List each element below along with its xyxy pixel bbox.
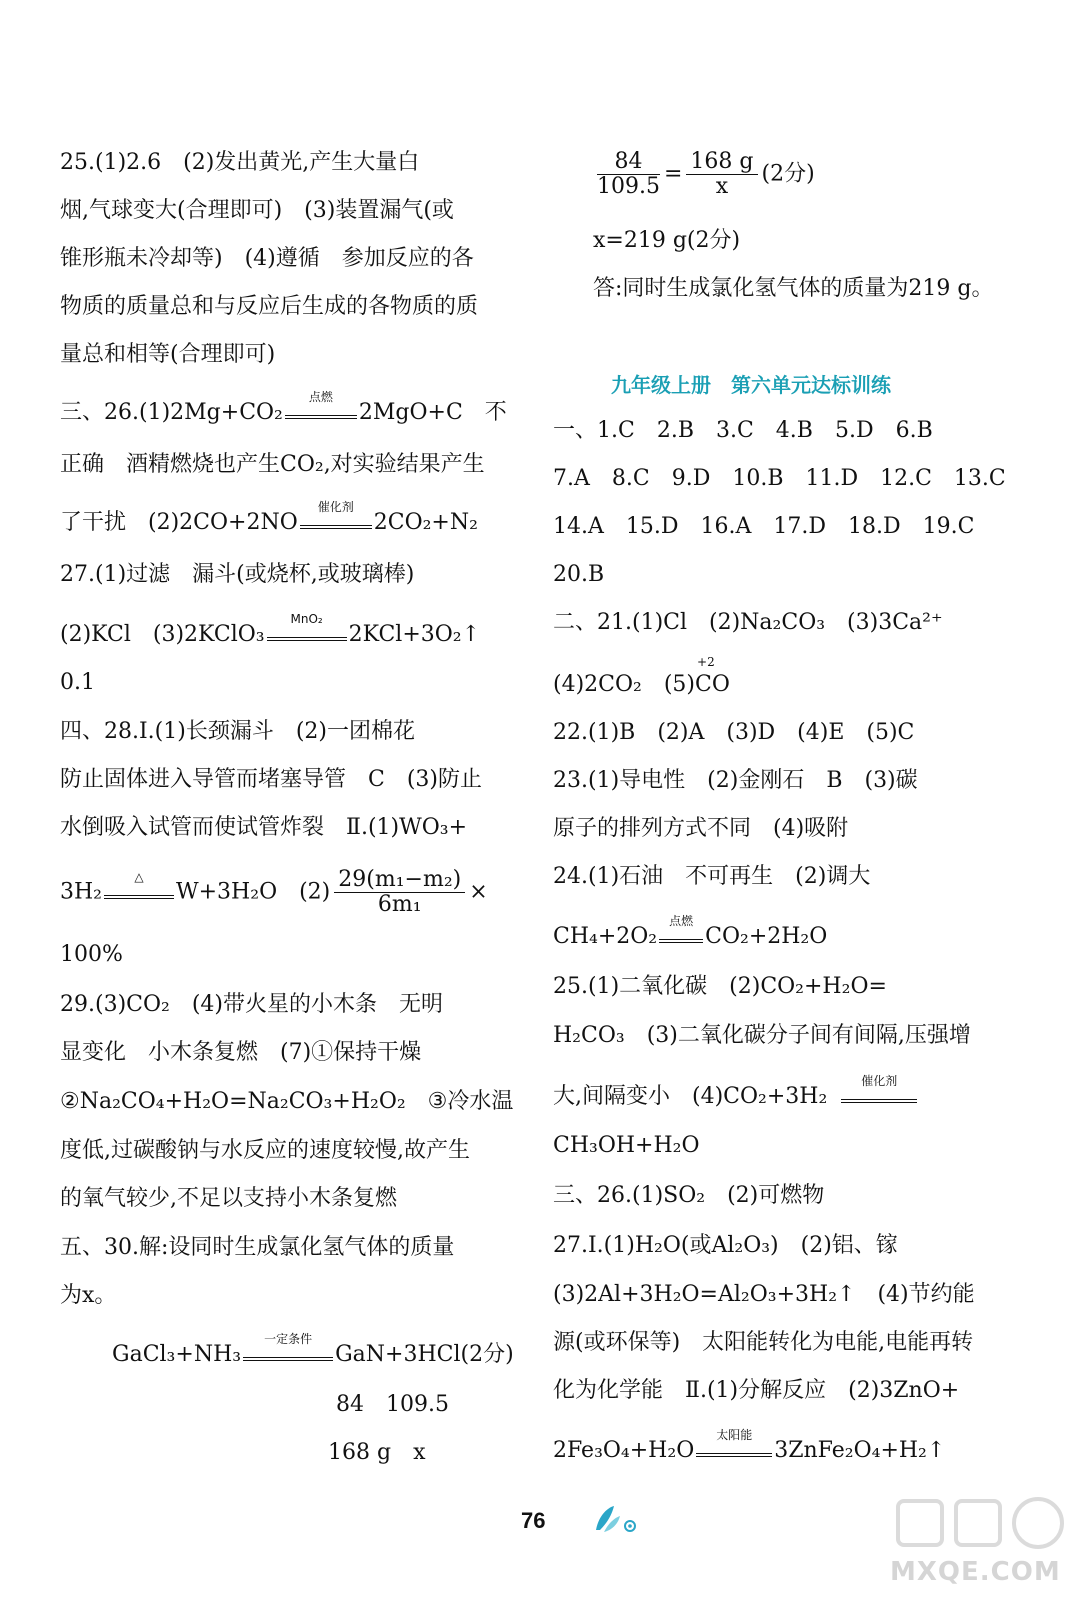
- answer-line: 29.(3)CO₂ (4)带火星的小木条 无明: [60, 992, 444, 1017]
- answer-line: 显变化 小木条复燃 (7)①保持干燥: [60, 1040, 422, 1065]
- answer-line: 一、1.C 2.B 3.C 4.B 5.D 6.B: [553, 418, 933, 443]
- equation-line: 大,间隔变小 (4)CO₂+3H₂ 催化剂: [553, 1082, 919, 1112]
- answer-line: 25.(1)二氧化碳 (2)CO₂+H₂O=: [553, 974, 887, 999]
- equation-line: 了干扰 (2)2CO+2NO 催化剂 2CO₂+N₂: [60, 500, 478, 535]
- fraction: $\frac{\text{29(m₁−m₂)}}{\text{6m₁}}$: [334, 868, 465, 917]
- answer-line: 三、26.(1)SO₂ (2)可燃物: [553, 1183, 825, 1208]
- answer-line: 25.(1)2.6 (2)发出黄光,产生大量白: [60, 150, 420, 175]
- answer-line: 正确 酒精燃烧也产生CO₂,对实验结果产生: [60, 452, 485, 477]
- reaction-arrow: 点燃: [659, 929, 703, 943]
- reaction-arrow: MnO₂: [267, 627, 347, 641]
- mass-ratio-line: 168 g x: [328, 1440, 426, 1465]
- answer-line: 二、21.(1)Cl (2)Na₂CO₃ (3)3Ca²⁺: [553, 610, 943, 635]
- reaction-arrow: 点燃: [285, 405, 357, 419]
- answer-line: 20.B: [553, 562, 605, 587]
- answer-line: 22.(1)B (2)A (3)D (4)E (5)C: [553, 720, 915, 745]
- equation-line: 3H₂ △ W+3H₂O (2) $\frac{\text{29(m₁−m₂)}}{\text{6m₁}}$ ×: [60, 867, 488, 917]
- answer-line: 为x。: [60, 1283, 117, 1308]
- watermark: [890, 1495, 1075, 1595]
- reaction-arrow: △: [104, 885, 174, 899]
- answer-line: 五、30.解:设同时生成氯化氢气体的质量: [60, 1235, 455, 1260]
- leaf-ornament-icon: [592, 1500, 640, 1536]
- answer-line: 量总和相等(合理即可): [60, 342, 276, 367]
- answer-line: ②Na₂CO₄+H₂O=Na₂CO₃+H₂O₂ ③冷水温: [60, 1089, 514, 1114]
- page-number: 76: [521, 1508, 546, 1533]
- valence-co: +2 CO: [695, 655, 730, 697]
- answer-line: H₂CO₃ (3)二氧化碳分子间有间隔,压强增: [553, 1023, 971, 1048]
- reaction-arrow: 一定条件: [243, 1347, 333, 1361]
- equation-line: 三、26.(1)2Mg+CO₂ 点燃 2MgO+C 不: [60, 390, 507, 425]
- equation-line: (2)KCl (3)2KClO₃ MnO₂ 2KCl+3O₂↑: [60, 612, 481, 647]
- mass-ratio-line: 84 109.5: [336, 1392, 449, 1417]
- answer-line: 防止固体进入导管而堵塞导管 C (3)防止: [60, 767, 482, 792]
- equation-line: CH₄+2O₂ 点燃 CO₂+2H₂O: [553, 914, 828, 949]
- answer-line: 化为化学能 Ⅱ.(1)分解反应 (2)3ZnO+: [553, 1378, 960, 1403]
- section-heading: 九年级上册 第六单元达标训练: [611, 373, 891, 397]
- answer-line: 答:同时生成氯化氢气体的质量为219 g。: [593, 276, 994, 301]
- watermark-text: MXQE.COM: [890, 1557, 1061, 1587]
- answer-line: 度低,过碳酸钠与水反应的速度较慢,故产生: [60, 1138, 470, 1163]
- equation-line: 2Fe₃O₄+H₂O 太阳能 3ZnFe₂O₄+H₂↑: [553, 1428, 946, 1463]
- fraction: $\frac{168 g}{x}$: [686, 150, 757, 199]
- answer-line: 四、28.Ⅰ.(1)长颈漏斗 (2)一团棉花: [60, 719, 415, 744]
- answer-line: 水倒吸入试管而使试管炸裂 Ⅱ.(1)WO₃+: [60, 815, 468, 840]
- proportion-equation: $\frac{84}{109.5}$ = $\frac{168 g}{x}$ (2分): [597, 149, 815, 199]
- answer-line: 的氧气较少,不足以支持小木条复燃: [60, 1186, 397, 1211]
- equation-line: GaCl₃+NH₃ 一定条件 GaN+3HCl(2分): [112, 1332, 514, 1367]
- answer-line: 14.A 15.D 16.A 17.D 18.D 19.C: [553, 514, 975, 539]
- reaction-arrow: 催化剂: [841, 1089, 917, 1103]
- answer-line: 7.A 8.C 9.D 10.B 11.D 12.C 13.C: [553, 466, 1006, 491]
- answer-line: CH₃OH+H₂O: [553, 1133, 700, 1158]
- reaction-arrow: 催化剂: [300, 515, 372, 529]
- watermark-logo-icon: [890, 1495, 1075, 1557]
- answer-line: 23.(1)导电性 (2)金刚石 B (3)碳: [553, 768, 918, 793]
- answer-line: 27.(1)过滤 漏斗(或烧杯,或玻璃棒): [60, 562, 415, 587]
- answer-line: x=219 g(2分): [593, 228, 741, 253]
- answer-line: 24.(1)石油 不可再生 (2)调大: [553, 864, 871, 889]
- answer-line: 0.1: [60, 670, 95, 695]
- answer-line: (3)2Al+3H₂O=Al₂O₃+3H₂↑ (4)节约能: [553, 1282, 975, 1307]
- answer-line: 物质的质量总和与反应后生成的各物质的质: [60, 294, 479, 319]
- answer-line: 源(或环保等) 太阳能转化为电能,电能再转: [553, 1330, 974, 1355]
- fraction: $\frac{84}{109.5}$: [597, 149, 660, 199]
- reaction-arrow: 太阳能: [696, 1443, 772, 1457]
- answer-line: (4)2CO₂ (5) +2 CO: [553, 670, 730, 700]
- answer-line: 原子的排列方式不同 (4)吸附: [553, 816, 849, 841]
- answer-line: 100%: [60, 942, 123, 967]
- answer-line: 烟,气球变大(合理即可) (3)装置漏气(或: [60, 198, 454, 223]
- answer-line: 锥形瓶未冷却等) (4)遵循 参加反应的各: [60, 246, 474, 271]
- answer-line: 27.Ⅰ.(1)H₂O(或Al₂O₃) (2)铝、镓: [553, 1233, 898, 1258]
